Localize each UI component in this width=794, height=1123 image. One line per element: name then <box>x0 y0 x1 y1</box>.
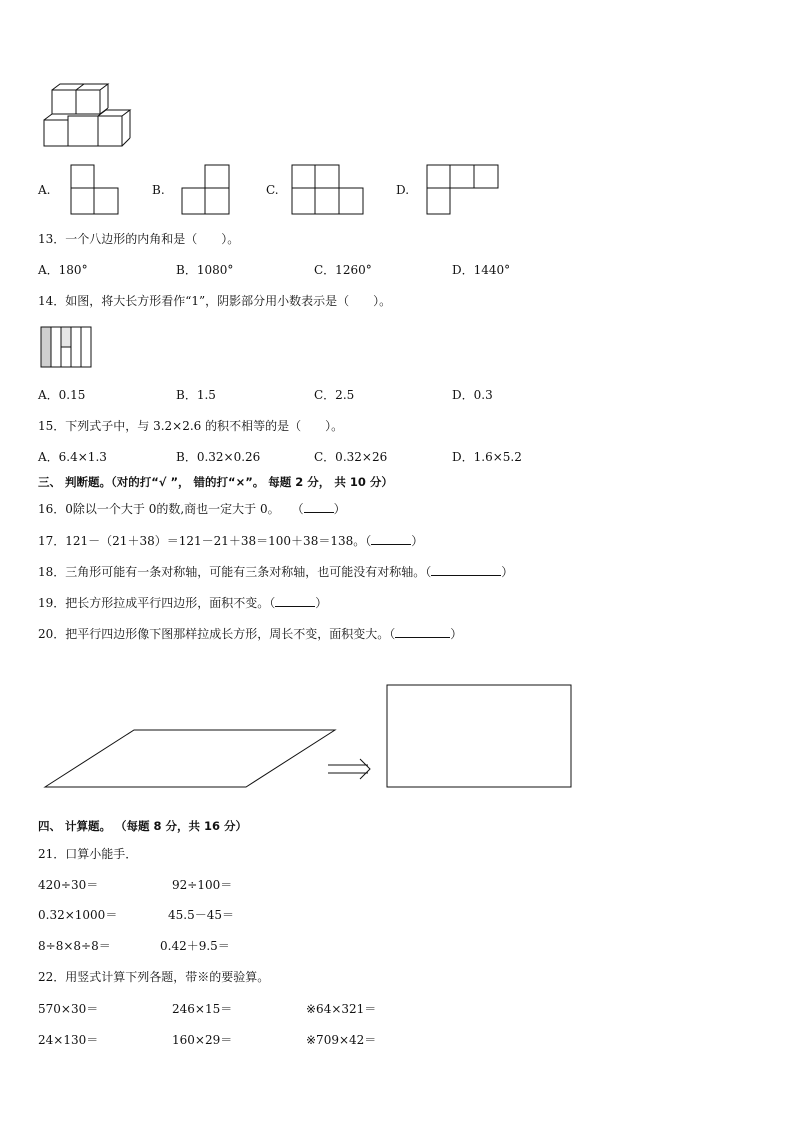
q13-option-b[interactable]: B．1080° <box>176 263 234 277</box>
shaded-rectangle-figure <box>40 326 94 370</box>
q20-answer-blank[interactable] <box>395 625 450 638</box>
q19-line <box>38 594 327 611</box>
q12-option-b-label[interactable]: B. <box>152 183 165 197</box>
q16-answer-blank[interactable] <box>304 500 334 513</box>
q14-option-a[interactable]: A．0.15 <box>38 388 86 402</box>
arrow-head <box>360 759 370 779</box>
q12-option-b-view <box>181 164 231 216</box>
q15-stem: 15．下列式子中，与 3.2×2.6 的积不相等的是（ ）。 <box>38 419 344 433</box>
section-3-heading: 三、 判断题。（对的打“√ ”， 错的打“×”。 每题 2 分， 共 10 分） <box>38 475 393 489</box>
q13-option-c[interactable]: C．1260° <box>314 263 372 277</box>
q14-option-b[interactable]: B．1.5 <box>176 388 216 402</box>
q21-item: 420÷30＝ <box>38 878 99 892</box>
q12-option-c-view <box>291 164 365 216</box>
q21-item: 45.5－45＝ <box>168 908 234 922</box>
q21-item: 8÷8×8÷8＝ <box>38 939 111 953</box>
q15-option-d[interactable]: D．1.6×5.2 <box>452 450 522 464</box>
q21-item: 0.42＋9.5＝ <box>160 939 230 953</box>
q22-item: ※709×42＝ <box>306 1033 377 1047</box>
q15-option-a[interactable]: A．6.4×1.3 <box>38 450 107 464</box>
q16-text: 16．0除以一个大于 0的数,商也一定大于 0。 （ <box>38 502 304 516</box>
section-4-heading: 四、 计算题。 （每题 8 分，共 16 分） <box>38 819 248 833</box>
q21-item: 92÷100＝ <box>172 878 233 892</box>
q20-text: 20．把平行四边形像下图那样拉成长方形，周长不变，面积变大。（ <box>38 627 396 641</box>
cube-stack-figure <box>40 82 135 152</box>
q22-item: 24×130＝ <box>38 1033 99 1047</box>
q18-close: ） <box>501 565 514 579</box>
q13-option-a[interactable]: A．180° <box>38 263 88 277</box>
q21-stem: 21．口算小能手． <box>38 847 138 861</box>
q22-stem: 22．用竖式计算下列各题，带※的要验算。 <box>38 970 270 984</box>
q20-line <box>38 625 462 642</box>
q17-line <box>38 532 423 549</box>
q22-item: 160×29＝ <box>172 1033 233 1047</box>
parallelogram-to-rectangle-figure <box>40 680 580 792</box>
q19-close: ） <box>315 596 328 610</box>
q21-item: 0.32×1000＝ <box>38 908 118 922</box>
q16-close: ） <box>333 502 346 516</box>
q12-option-c-label[interactable]: C. <box>266 183 279 197</box>
q22-item: 246×15＝ <box>172 1002 233 1016</box>
q19-answer-blank[interactable] <box>275 594 315 607</box>
q22-item: ※64×321＝ <box>306 1002 377 1016</box>
q13-stem: 13．一个八边形的内角和是（ ）。 <box>38 232 240 246</box>
q19-text: 19．把长方形拉成平行四边形，面积不变。（ <box>38 596 276 610</box>
q14-option-d[interactable]: D．0.3 <box>452 388 493 402</box>
q18-line <box>38 563 513 580</box>
q16-line <box>38 500 346 517</box>
q18-answer-blank[interactable] <box>431 563 501 576</box>
q12-option-d-view <box>426 164 500 216</box>
q15-option-b[interactable]: B．0.32×0.26 <box>176 450 261 464</box>
q12-option-a-label[interactable]: A. <box>38 183 51 197</box>
q14-option-c[interactable]: C．2.5 <box>314 388 355 402</box>
q22-item: 570×30＝ <box>38 1002 99 1016</box>
parallelogram-shape <box>45 730 335 787</box>
q17-text: 17．121－（21＋38）＝121－21＋38＝100＋38＝138。（ <box>38 534 372 548</box>
q20-close: ） <box>450 627 463 641</box>
q17-close: ） <box>411 534 424 548</box>
q18-text: 18．三角形可能有一条对称轴，可能有三条对称轴，也可能没有对称轴。（ <box>38 565 432 579</box>
q13-option-d[interactable]: D．1440° <box>452 263 511 277</box>
q14-stem: 14．如图，将大长方形看作“1”，阴影部分用小数表示是（ ）。 <box>38 294 392 308</box>
rectangle-shape <box>387 685 571 787</box>
q17-answer-blank[interactable] <box>371 532 411 545</box>
q12-option-a-view <box>70 164 120 216</box>
q15-option-c[interactable]: C．0.32×26 <box>314 450 388 464</box>
q12-option-d-label[interactable]: D. <box>396 183 410 197</box>
